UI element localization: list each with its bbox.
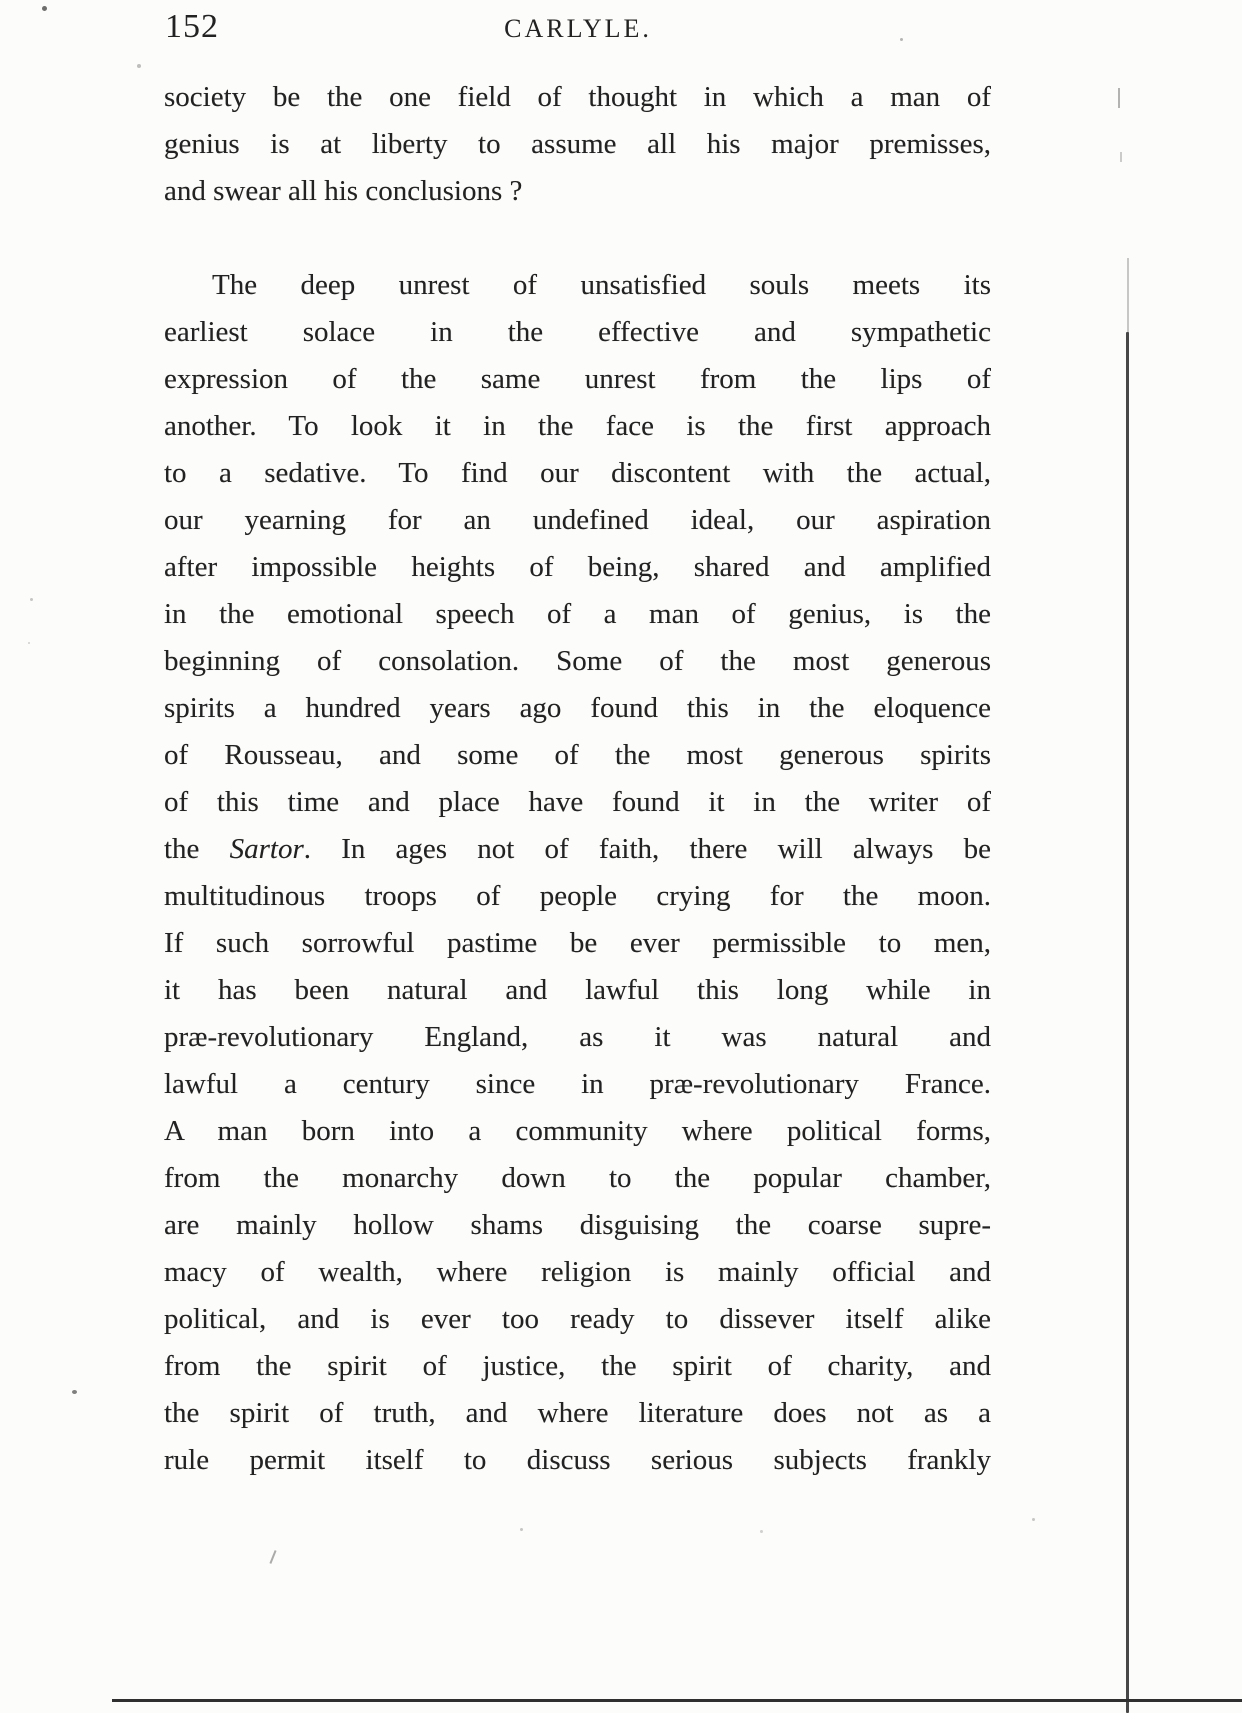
text-line: beginning of consolation. Some of the most generous xyxy=(164,645,991,677)
page-bottom-edge-line xyxy=(112,1699,1242,1702)
text-line: spirits a hundred years ago found this in the eloquence xyxy=(164,692,991,724)
text-line: præ-revolutionary England, as it was natural and xyxy=(164,1021,991,1053)
text-line: after impossible heights of being, shared and amplified xyxy=(164,551,991,583)
text-line: it has been natural and lawful this long while in xyxy=(164,974,991,1006)
scan-speck xyxy=(1032,1518,1035,1521)
text-line: earliest solace in the effective and sympathetic xyxy=(164,316,991,348)
page-body xyxy=(164,74,991,1484)
paragraph xyxy=(164,74,991,215)
text-line: are mainly hollow shams disguising the coarse supre- xyxy=(164,1209,991,1241)
text-line: multitudinous troops of people crying for the moon. xyxy=(164,880,991,912)
text-line: of Rousseau, and some of the most generous spirits xyxy=(164,739,991,771)
text-line: lawful a century since in præ-revolutionary France. xyxy=(164,1068,991,1100)
scan-mark xyxy=(1118,88,1120,108)
text-line: another. To look it in the face is the first approach xyxy=(164,410,991,442)
scan-speck xyxy=(760,1530,763,1533)
text-line: The deep unrest of unsatisfied souls meets its xyxy=(212,269,991,301)
binding-shadow-line xyxy=(1126,332,1129,1713)
scan-speck xyxy=(137,64,141,68)
scan-speck xyxy=(30,598,33,601)
paragraph xyxy=(164,262,991,1484)
text-line: to a sedative. To find our discontent with the actual, xyxy=(164,457,991,489)
text-line: the Sartor. In ages not of faith, there will always be xyxy=(164,833,991,865)
scan-speck xyxy=(28,642,30,644)
scan-speck xyxy=(900,38,903,41)
text-line: expression of the same unrest from the lips of xyxy=(164,363,991,395)
text-line: our yearning for an undefined ideal, our aspiration xyxy=(164,504,991,536)
page-header xyxy=(165,8,991,58)
text-line: from the spirit of justice, the spirit of charity, and xyxy=(164,1350,991,1382)
text-line: macy of wealth, where religion is mainly official and xyxy=(164,1256,991,1288)
running-header: CARLYLE. xyxy=(504,14,652,43)
scan-speck xyxy=(42,6,47,11)
text-line: from the monarchy down to the popular chamber, xyxy=(164,1162,991,1194)
page-number: 152 xyxy=(165,8,219,45)
text-line: If such sorrowful pastime be ever permissible to men, xyxy=(164,927,991,959)
text-line: society be the one field of thought in which a man of xyxy=(164,81,991,113)
text-line: in the emotional speech of a man of genius, is the xyxy=(164,598,991,630)
binding-shadow-faint-line xyxy=(1127,258,1129,334)
scan-mark xyxy=(1120,152,1122,162)
scan-speck xyxy=(520,1528,523,1531)
text-line: political, and is ever too ready to dissever itself alike xyxy=(164,1303,991,1335)
text-line: and swear all his conclusions ? xyxy=(164,175,523,207)
scan-mark xyxy=(269,1550,276,1564)
italic-text: Sartor xyxy=(229,833,304,865)
text-line: A man born into a community where political forms, xyxy=(164,1115,991,1147)
text-line: genius is at liberty to assume all his major premisses, xyxy=(164,128,991,160)
text-line: the spirit of truth, and where literature does not as a xyxy=(164,1397,991,1429)
text-line: of this time and place have found it in the writer of xyxy=(164,786,991,818)
text-line: rule permit itself to discuss serious subjects frankly xyxy=(164,1444,991,1476)
scan-speck xyxy=(72,1390,77,1394)
